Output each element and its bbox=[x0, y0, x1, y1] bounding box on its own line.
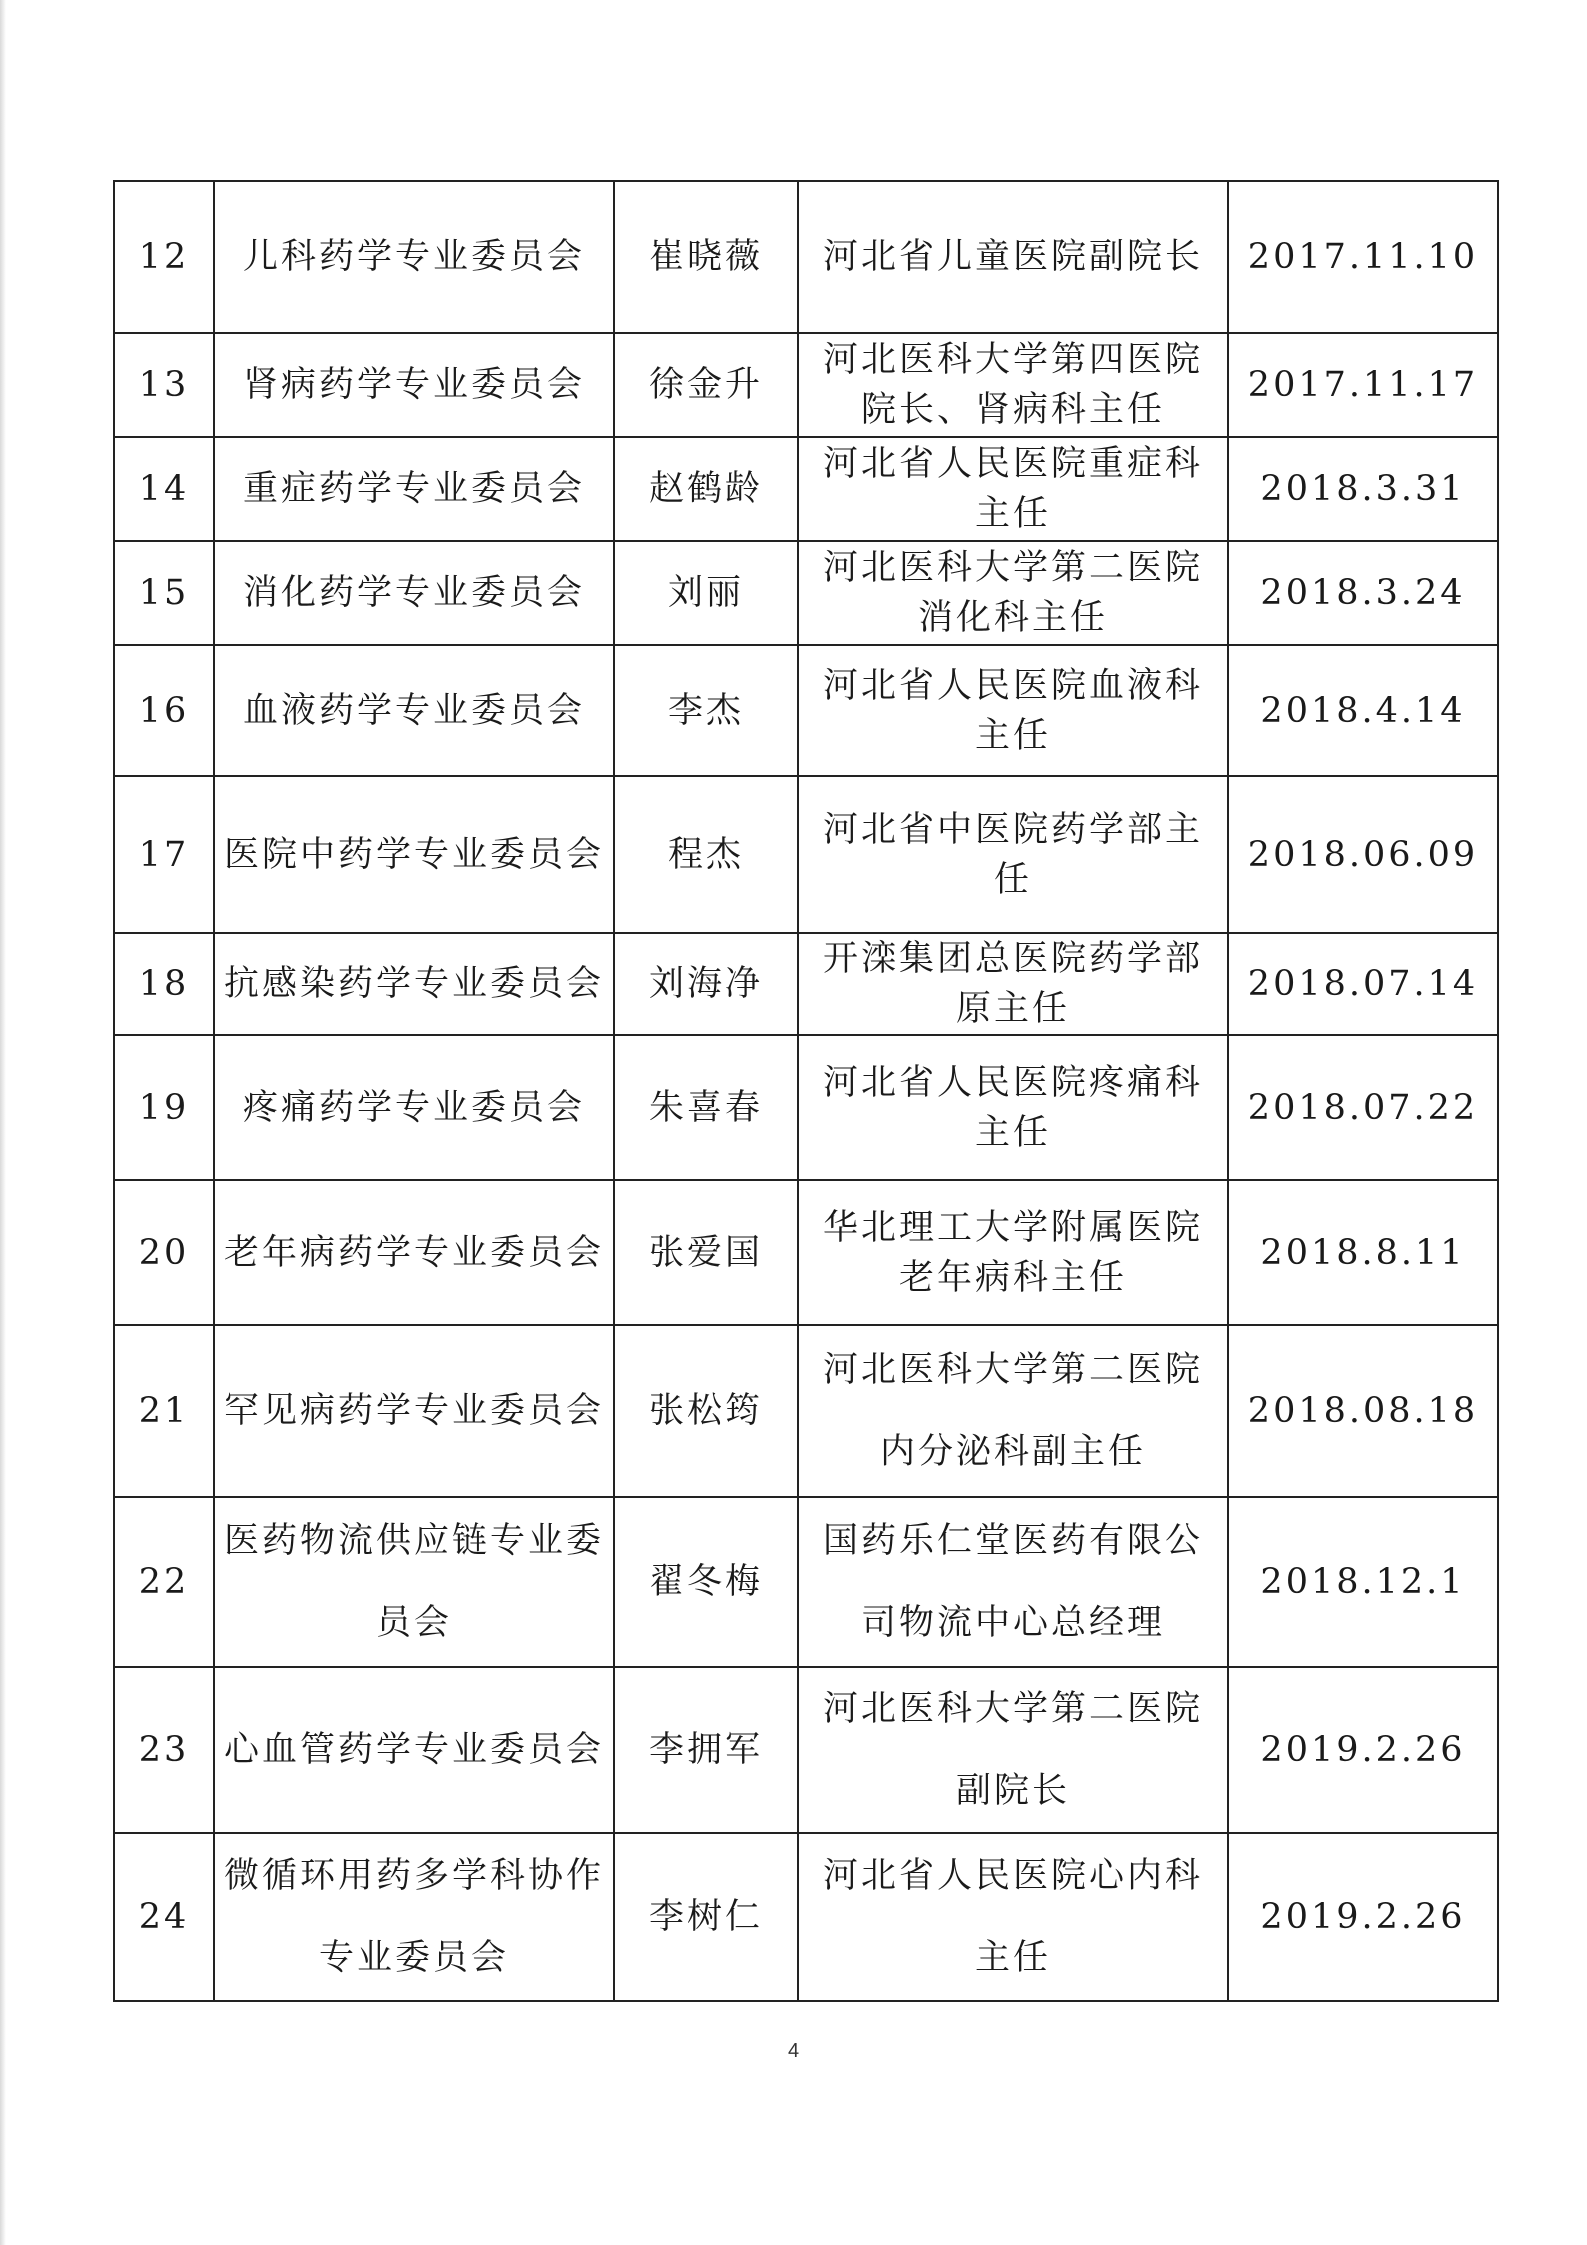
row-number: 16 bbox=[114, 645, 214, 776]
committee-name: 老年病药学专业委员会 bbox=[214, 1180, 614, 1325]
table-row bbox=[114, 541, 1498, 645]
chair-name: 张爱国 bbox=[614, 1180, 798, 1325]
committee-name: 抗感染药学专业委员会 bbox=[214, 933, 614, 1035]
chair-organization: 河北省儿童医院副院长 bbox=[798, 181, 1228, 333]
chair-name: 李拥军 bbox=[614, 1667, 798, 1833]
table-row bbox=[114, 645, 1498, 776]
table-row bbox=[114, 1833, 1498, 2001]
chair-name: 刘丽 bbox=[614, 541, 798, 645]
committee-name: 医院中药学专业委员会 bbox=[214, 776, 614, 933]
chair-name: 徐金升 bbox=[614, 333, 798, 437]
founding-date: 2018.07.14 bbox=[1228, 933, 1498, 1035]
table-row bbox=[114, 181, 1498, 333]
chair-name: 朱喜春 bbox=[614, 1035, 798, 1180]
founding-date: 2018.06.09 bbox=[1228, 776, 1498, 933]
table-row bbox=[114, 333, 1498, 437]
committee-name: 儿科药学专业委员会 bbox=[214, 181, 614, 333]
row-number: 20 bbox=[114, 1180, 214, 1325]
table-row bbox=[114, 933, 1498, 1035]
founding-date: 2018.12.1 bbox=[1228, 1497, 1498, 1667]
founding-date: 2018.08.18 bbox=[1228, 1325, 1498, 1497]
chair-organization: 河北医科大学第二医院消化科主任 bbox=[798, 541, 1228, 645]
row-number: 24 bbox=[114, 1833, 214, 2001]
row-number: 23 bbox=[114, 1667, 214, 1833]
row-number: 19 bbox=[114, 1035, 214, 1180]
committee-roster-table bbox=[113, 180, 1499, 2002]
chair-organization: 河北医科大学第二医院副院长 bbox=[798, 1667, 1228, 1833]
chair-name: 李杰 bbox=[614, 645, 798, 776]
chair-organization: 河北医科大学第二医院内分泌科副主任 bbox=[798, 1325, 1228, 1497]
founding-date: 2018.3.31 bbox=[1228, 437, 1498, 541]
chair-organization: 河北省中医院药学部主任 bbox=[798, 776, 1228, 933]
chair-organization: 开滦集团总医院药学部原主任 bbox=[798, 933, 1228, 1035]
chair-organization: 华北理工大学附属医院老年病科主任 bbox=[798, 1180, 1228, 1325]
row-number: 17 bbox=[114, 776, 214, 933]
founding-date: 2019.2.26 bbox=[1228, 1667, 1498, 1833]
committee-name: 心血管药学专业委员会 bbox=[214, 1667, 614, 1833]
chair-name: 崔晓薇 bbox=[614, 181, 798, 333]
committee-name: 重症药学专业委员会 bbox=[214, 437, 614, 541]
committee-name: 医药物流供应链专业委员会 bbox=[214, 1497, 614, 1667]
founding-date: 2017.11.10 bbox=[1228, 181, 1498, 333]
committee-name: 肾病药学专业委员会 bbox=[214, 333, 614, 437]
committee-name: 罕见病药学专业委员会 bbox=[214, 1325, 614, 1497]
row-number: 13 bbox=[114, 333, 214, 437]
chair-organization: 河北省人民医院心内科主任 bbox=[798, 1833, 1228, 2001]
row-number: 12 bbox=[114, 181, 214, 333]
chair-organization: 河北省人民医院血液科主任 bbox=[798, 645, 1228, 776]
chair-name: 张松筠 bbox=[614, 1325, 798, 1497]
table-row bbox=[114, 437, 1498, 541]
committee-name: 疼痛药学专业委员会 bbox=[214, 1035, 614, 1180]
chair-organization: 河北省人民医院重症科主任 bbox=[798, 437, 1228, 541]
committee-name: 消化药学专业委员会 bbox=[214, 541, 614, 645]
row-number: 14 bbox=[114, 437, 214, 541]
row-number: 22 bbox=[114, 1497, 214, 1667]
founding-date: 2018.3.24 bbox=[1228, 541, 1498, 645]
chair-organization: 国药乐仁堂医药有限公司物流中心总经理 bbox=[798, 1497, 1228, 1667]
committee-name: 血液药学专业委员会 bbox=[214, 645, 614, 776]
row-number: 21 bbox=[114, 1325, 214, 1497]
committee-name: 微循环用药多学科协作专业委员会 bbox=[214, 1833, 614, 2001]
chair-name: 程杰 bbox=[614, 776, 798, 933]
chair-name: 翟冬梅 bbox=[614, 1497, 798, 1667]
page-number: 4 bbox=[787, 2040, 800, 2062]
table-row bbox=[114, 1180, 1498, 1325]
table-row bbox=[114, 1325, 1498, 1497]
chair-name: 刘海净 bbox=[614, 933, 798, 1035]
founding-date: 2018.4.14 bbox=[1228, 645, 1498, 776]
row-number: 15 bbox=[114, 541, 214, 645]
founding-date: 2018.8.11 bbox=[1228, 1180, 1498, 1325]
table-row bbox=[114, 1497, 1498, 1667]
founding-date: 2017.11.17 bbox=[1228, 333, 1498, 437]
chair-organization: 河北医科大学第四医院院长、肾病科主任 bbox=[798, 333, 1228, 437]
scan-page-edge bbox=[0, 0, 6, 2245]
table-row bbox=[114, 1667, 1498, 1833]
chair-name: 赵鹤龄 bbox=[614, 437, 798, 541]
row-number: 18 bbox=[114, 933, 214, 1035]
table-row bbox=[114, 776, 1498, 933]
chair-organization: 河北省人民医院疼痛科主任 bbox=[798, 1035, 1228, 1180]
founding-date: 2018.07.22 bbox=[1228, 1035, 1498, 1180]
chair-name: 李树仁 bbox=[614, 1833, 798, 2001]
table-row bbox=[114, 1035, 1498, 1180]
founding-date: 2019.2.26 bbox=[1228, 1833, 1498, 2001]
